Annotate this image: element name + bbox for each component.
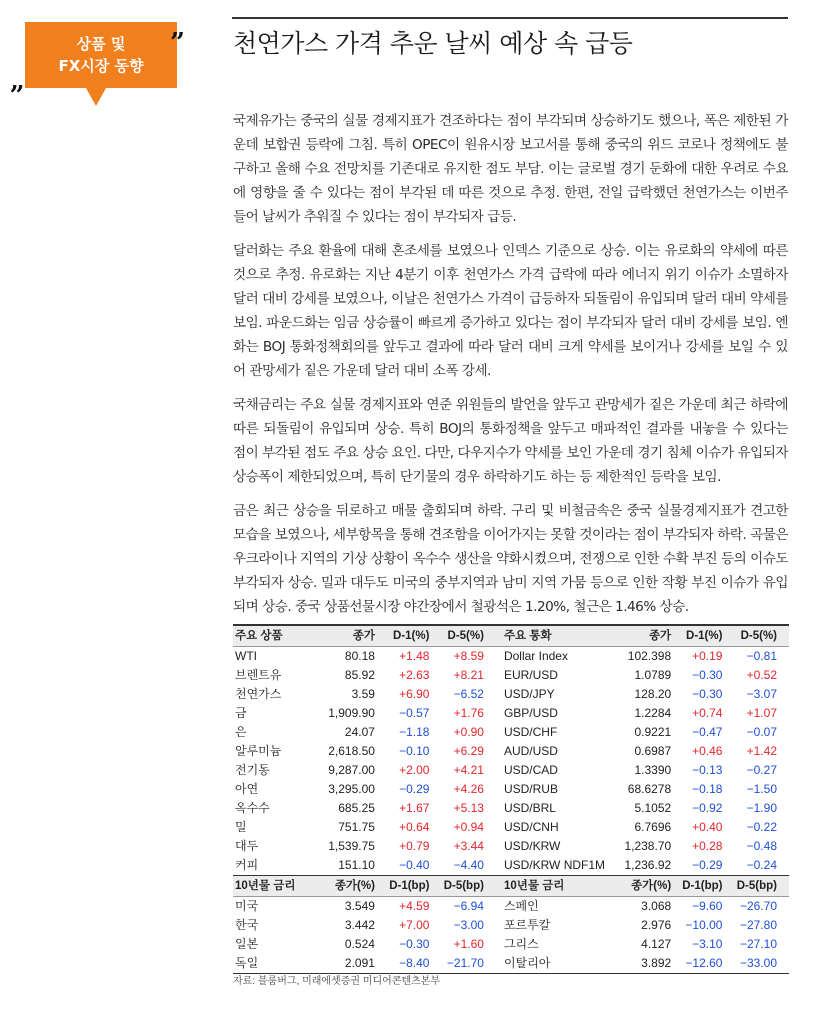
cell-d5: −3.00 [453,918,484,932]
cell-close-right: 2.976 [641,918,672,932]
table-row [233,647,789,667]
table-row [233,704,789,723]
cell-close: 151.10 [338,858,375,872]
open-quote-icon: „ [10,66,25,96]
cell-close-right: 1.0789 [634,668,672,682]
cell-d5-right: −27.80 [739,918,777,932]
cell-label: 한국 [235,918,259,932]
cell-close-right: 3.892 [641,956,672,970]
badge-line-1: 상품 및 [76,35,126,53]
cell-label: 커피 [235,858,259,872]
cell-d1: +1.48 [399,649,430,663]
cell-label: 대두 [235,839,259,853]
cell-close-right: 3.068 [641,899,672,913]
cell-label: 아연 [235,782,259,796]
body-text [233,109,788,629]
table-row [233,837,789,856]
cell-d1: −0.57 [399,706,430,720]
cell-close-right: 4.127 [641,937,672,951]
cell-d5: +1.76 [453,706,484,720]
cell-label: 전기동 [235,763,270,777]
cell-close-right: 1,236.92 [624,858,672,872]
paragraph-commodities: 금은 최근 상승을 뒤로하고 매물 출회되며 하락. 구리 및 비철금속은 중국 실물경제지표가 견고한 모습을 보였으나, 세부항목을 통해 견조함을 이어가지는 못할 것이라는 점이 부각되자 하락. 곡물은 우크라이나 지역의 기상 상황이 옥수수 생산을 약화시켰으며, 전쟁으로 인한 수확 부진 등의 이슈도 부각되자 상승. 밀과 대두도 미국의 중부지역과 남미 지역 가뭄 등으로 인한 작황 부진 이슈가 유입되며 상승. 중국 상품선물시장 야간장에서 철광석은 1.20%, 철근은 1.46% 상승. [233,503,788,615]
cell-close-right: 128.20 [634,687,672,701]
table-row [233,780,789,799]
cell-label-right: USD/CAD [503,763,558,777]
cell-d5: −6.52 [453,687,484,701]
cell-close-right: 0.9221 [634,725,672,739]
cell-d5-right: −26.70 [739,899,777,913]
cell-label-right: AUD/USD [503,744,558,758]
cell-d1: +2.63 [399,668,430,682]
cell-label: 알루미늄 [235,744,282,758]
cell-d5-right: +1.42 [746,744,777,758]
column-header: D-1(bp) [375,876,430,897]
cell-d5-right: −33.00 [739,956,777,970]
table-row [233,761,789,780]
cell-d5: −21.70 [446,956,484,970]
column-header: 종가 [310,625,375,647]
cell-close: 3,295.00 [328,782,375,796]
column-header: D-5(bp) [429,876,484,897]
cell-close: 3.549 [344,899,375,913]
cell-close: 85.92 [344,668,375,682]
cell-d5: +4.21 [453,763,484,777]
column-header: 종가(%) [310,876,375,897]
cell-close-right: 0.6987 [634,744,672,758]
cell-close-right: 1.2284 [634,706,672,720]
section-badge-label [25,33,177,77]
cell-d1: −1.18 [399,725,430,739]
cell-d1: +0.79 [399,839,430,853]
cell-d1-right: −0.92 [692,801,723,815]
cell-close: 751.75 [338,820,375,834]
cell-d5-right: −3.07 [746,687,777,701]
badge-line-2: FX시장 동향 [58,57,144,75]
cell-d1-right: +0.28 [692,839,723,853]
cell-close: 24.07 [344,725,375,739]
cell-d1-right: +0.19 [692,649,723,663]
cell-close: 2,618.50 [328,744,375,758]
column-header: D-1(bp) [671,876,722,897]
cell-d1-right: +0.40 [692,820,723,834]
cell-close-right: 102.398 [627,649,672,663]
close-quote-icon: ” [170,28,185,58]
column-header: 주요 상품 [233,625,310,647]
cell-d5: +8.21 [453,668,484,682]
cell-label: 밀 [235,820,247,834]
cell-d1: −0.30 [399,937,430,951]
cell-label-right: 이탈리아 [503,956,551,970]
cell-d5: +5.13 [453,801,484,815]
column-header: 주요 통화 [484,625,611,647]
cell-label: 일본 [235,937,259,951]
cell-d1: +6.90 [399,687,430,701]
cell-d5-right: −27.10 [739,937,777,951]
cell-label: 천연가스 [235,687,282,701]
cell-d5-right: −0.81 [746,649,777,663]
cell-label-right: Dollar Index [503,649,568,663]
source-note: 자료: 블룸버그, 미래에셋증권 미디어콘텐츠본부 [233,976,441,987]
cell-label-right: USD/JPY [503,687,555,701]
cell-label-right: USD/BRL [503,801,556,815]
cell-close-right: 1,238.70 [624,839,672,853]
cell-close: 1,539.75 [328,839,375,853]
cell-label-right: USD/CNH [503,820,559,834]
cell-label: 미국 [235,899,259,913]
table-row [233,723,789,742]
cell-d1: +4.59 [399,899,430,913]
table-header-row [233,625,789,647]
cell-close-right: 68.6278 [627,782,672,796]
cell-d1-right: −0.47 [692,725,723,739]
column-header: 종가 [611,625,672,647]
top-rule [232,17,788,19]
table-row [233,685,789,704]
cell-d5-right: +0.52 [746,668,777,682]
badge-pointer [86,88,106,106]
cell-d1-right: +0.46 [692,744,723,758]
cell-d5-right: −0.22 [746,820,777,834]
cell-d5: −6.94 [453,899,484,913]
cell-d1-right: +0.74 [692,706,723,720]
table-row [233,935,789,954]
cell-d5: +3.44 [453,839,484,853]
cell-label-right: 포르투칼 [503,918,551,932]
column-header: 종가(%) [611,876,672,897]
table-row [233,742,789,761]
cell-close: 2.091 [344,956,375,970]
cell-label: 독일 [235,956,259,970]
cell-d5: +0.90 [453,725,484,739]
cell-d1-right: −0.30 [692,687,723,701]
cell-label-right: 그리스 [503,937,539,951]
cell-label-right: 스페인 [503,899,539,913]
table-row [233,799,789,818]
cell-close-right: 5.1052 [634,801,672,815]
paragraph-fx: 달러화는 주요 환율에 대해 혼조세를 보였으나 인덱스 기준으로 상승. 이는 유로화의 약세에 따른 것으로 추정. 유로화는 지난 4분기 이후 천연가스 가격 급락에 따라 에너지 위기 이슈가 소멸하자 달러 대비 강세를 보였으나, 이날은 천연가스 가격이 급등하자 되돌림이 유입되며 달러 대비 약세를 보임. 파운드화는 임금 상승률이 빠르게 증가하고 있다는 점이 부각되자 달러 대비 강세를 보임. 엔화는 BOJ 통화정책회의를 앞두고 결과에 따라 달러 대비 크게 약세를 보이거나 강세를 보일 수 있어 관망세가 짙은 가운데 달러 대비 소폭 강세. [233,243,788,379]
cell-d1: −0.40 [399,858,430,872]
page-title: 천연가스 가격 추운 날씨 예상 속 급등 [233,29,633,58]
cell-d1-right: −10.00 [685,918,723,932]
cell-label-right: USD/RUB [503,782,558,796]
cell-d1: +2.00 [399,763,430,777]
cell-close: 9,287.00 [328,763,375,777]
cell-d1: +7.00 [399,918,430,932]
cell-d1: +0.64 [399,820,430,834]
table-row [233,916,789,935]
cell-d5: +0.94 [453,820,484,834]
cell-d1-right: −0.18 [692,782,723,796]
cell-d1-right: −0.30 [692,668,723,682]
table-row [233,856,789,876]
cell-label-right: EUR/USD [503,668,558,682]
cell-label-right: USD/KRW NDF1M [503,858,606,872]
table-row [233,818,789,837]
cell-label: 은 [235,725,247,739]
cell-close: 1,909.90 [328,706,375,720]
cell-d1: −8.40 [399,956,430,970]
cell-d5-right: −0.07 [746,725,777,739]
cell-d5-right: −0.48 [746,839,777,853]
column-header: 10년물 금리 [233,876,310,897]
cell-d5: +1.60 [453,937,484,951]
cell-label: 옥수수 [235,801,270,815]
cell-label: WTI [235,649,257,663]
paragraph-oil: 국제유가는 중국의 실물 경제지표가 견조하다는 점이 부각되며 상승하기도 했으나, 폭은 제한된 가운데 보합권 등락에 그침. 특히 OPEC이 원유시장 보고서를 통해 중국의 위드 코로나 정책에도 불구하고 올해 수요 전망치를 기존대로 유지한 점도 부담. 이는 글로벌 경기 둔화에 대한 우려로 수요에 영향을 줄 수 있다는 점이 부각된 데 따른 것으로 추정. 한편, 전일 급락했던 천연가스는 이번주 들어 날씨가 추워질 수 있다는 점이 부각되자 급등. [233,113,788,225]
cell-d5: +8.59 [453,649,484,663]
cell-d1-right: −0.29 [692,858,723,872]
cell-label: 브렌트유 [235,668,282,682]
market-table [233,624,789,974]
cell-label-right: GBP/USD [503,706,558,720]
cell-d1-right: −3.10 [692,937,723,951]
column-header: D-1(%) [671,625,722,647]
cell-d1: +1.67 [399,801,430,815]
table-row [233,897,789,917]
cell-close: 0.524 [344,937,375,951]
cell-d5-right: +1.07 [746,706,777,720]
cell-label-right: USD/KRW [503,839,561,853]
column-header: D-1(%) [375,625,430,647]
cell-d5: +4.26 [453,782,484,796]
cell-close: 685.25 [338,801,375,815]
cell-d1: −0.29 [399,782,430,796]
cell-d5-right: −0.27 [746,763,777,777]
cell-close: 3.59 [351,687,375,701]
cell-close: 80.18 [344,649,375,663]
cell-d1: −0.10 [399,744,430,758]
cell-close-right: 1.3390 [634,763,672,777]
column-header: D-5(bp) [722,876,789,897]
cell-d1-right: −12.60 [685,956,723,970]
cell-d1-right: −0.13 [692,763,723,777]
cell-d5-right: −1.90 [746,801,777,815]
paragraph-bonds: 국채금리는 주요 실물 경제지표와 연준 위원들의 발언을 앞두고 관망세가 짙은 가운데 최근 하락에 따른 되돌림이 유입되며 상승. 특히 BOJ의 통화정책을 앞두고 매파적인 결과를 내놓을 수 있다는 점이 부각된 점도 주요 상승 요인. 다만, 다우지수가 약세를 보인 가운데 경기 침체 이슈가 유입되자 상승폭이 제한되었으며, 특히 단기물의 경우 하락하기도 하는 등 제한적인 등락을 보임. [233,397,788,485]
table-row [233,954,789,974]
cell-label-right: USD/CHF [503,725,558,739]
column-header: D-5(%) [722,625,789,647]
column-header: 10년물 금리 [484,876,611,897]
cell-d1-right: −9.60 [692,899,723,913]
cell-d5: +6.29 [453,744,484,758]
cell-d5-right: −0.24 [746,858,777,872]
cell-close: 3.442 [344,918,375,932]
column-header: D-5(%) [429,625,484,647]
cell-d5-right: −1.50 [746,782,777,796]
cell-close-right: 6.7696 [634,820,672,834]
cell-label: 금 [235,706,247,720]
cell-d5: −4.40 [453,858,484,872]
table-row [233,666,789,685]
table-header-row [233,876,789,897]
